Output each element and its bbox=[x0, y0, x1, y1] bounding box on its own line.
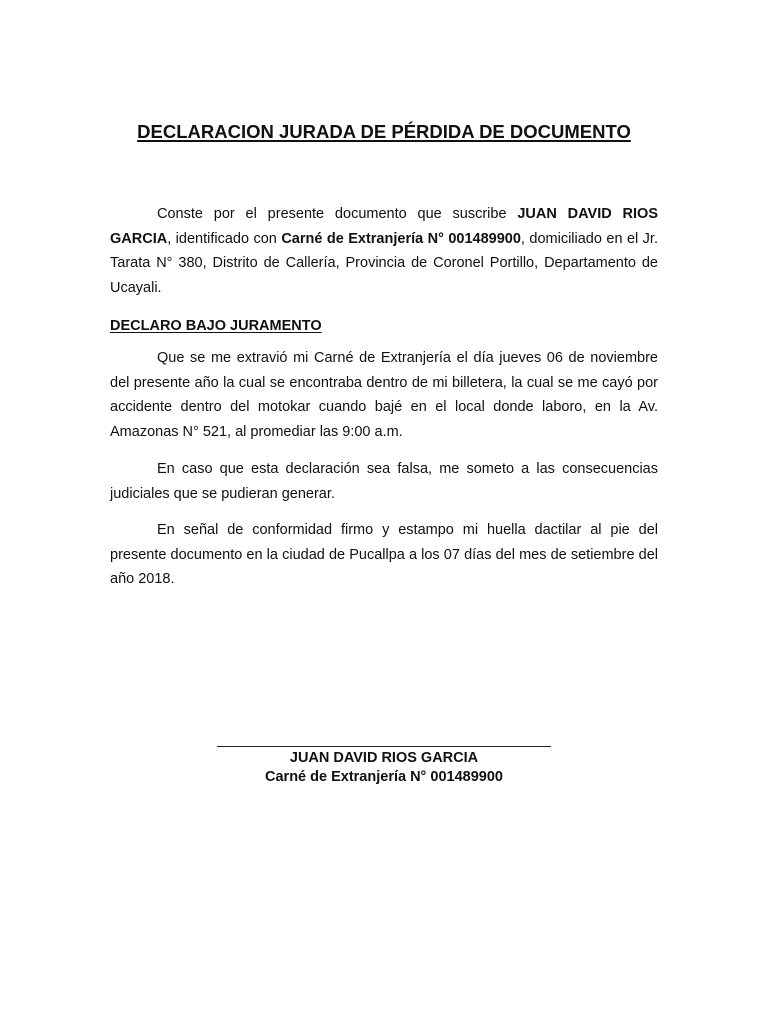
conformity-paragraph: En señal de conformidad firmo y estampo mi huella dactilar al pie del presente documento en la ciudad de Pucallpa a los 07 días del mes de setiembre del año 2018. bbox=[110, 522, 658, 588]
signature-name: JUAN DAVID RIOS GARCIA bbox=[289, 750, 479, 766]
intro-text-3: , domiciliado en el Jr. Tarata N° 380, Distrito de Callería, Provincia de Coronel Portillo, Departamento de Ucayali. bbox=[110, 230, 658, 296]
declarant-name: JUAN DAVID RIOS GARCIA bbox=[110, 206, 658, 247]
intro-paragraph bbox=[110, 202, 658, 300]
signature-line bbox=[217, 746, 551, 747]
declaration-heading: DECLARO BAJO JURAMENTO bbox=[110, 318, 322, 334]
loss-paragraph: Que se me extravió mi Carné de Extranjería el día jueves 06 de noviembre del presente año la cual se encontraba dentro de mi billetera, la cual se me cayó por accidente dentro del motokar cuando bajé en el local donde laboro, en la Av. Amazonas N° 521, al promediar las 9:00 a.m. bbox=[110, 350, 658, 440]
declarant-id: Carné de Extranjería N° 001489900 bbox=[281, 230, 521, 247]
intro-text-2: , identificado con bbox=[167, 230, 282, 247]
signature-id: Carné de Extranjería N° 001489900 bbox=[265, 769, 503, 785]
document-title: DECLARACION JURADA DE PÉRDIDA DE DOCUMENTO bbox=[137, 121, 631, 142]
intro-text-1: Conste por el presente documento que suscribe bbox=[157, 206, 518, 222]
consequences-paragraph: En caso que esta declaración sea falsa, me someto a las consecuencias judiciales que se pudieran generar. bbox=[110, 461, 658, 502]
